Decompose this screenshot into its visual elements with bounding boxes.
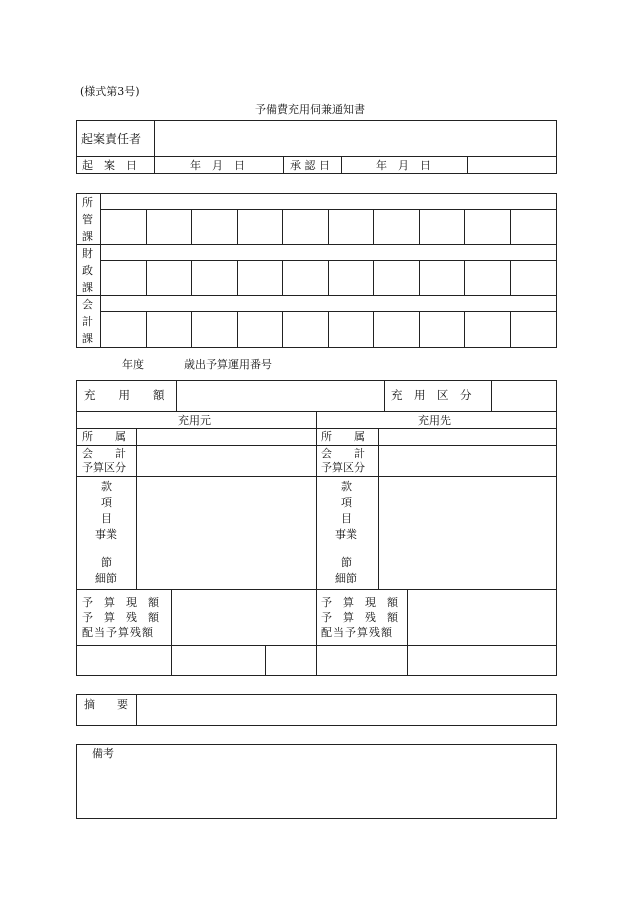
right-label-divider [378, 428, 379, 589]
stamp-col [146, 311, 147, 348]
center-divider [316, 411, 317, 676]
affiliation-row-bottom [76, 445, 557, 446]
stamp-col [510, 209, 511, 244]
approval-label-char: 政 [82, 264, 93, 277]
stamp-col [510, 311, 511, 348]
approval-group-line [76, 295, 557, 296]
stamp-col [237, 311, 238, 348]
approval-stamp-table [76, 193, 557, 348]
dest-moku-label: 目 [341, 512, 352, 525]
source-header: 充用元 [178, 414, 211, 427]
stamp-col [191, 260, 192, 295]
category-label: 充 用 区 分 [391, 388, 472, 402]
drafter-input[interactable] [155, 121, 556, 156]
source-allocated-remaining-label: 配当予算残額 [82, 626, 154, 639]
source-account-label: 会 計 [82, 447, 126, 460]
source-affiliation-label: 所 属 [82, 430, 126, 443]
account-row-bottom [76, 476, 557, 477]
approval-date-label: 承 認 日 [290, 159, 330, 172]
approval-group-line [76, 244, 557, 245]
dest-kou-label: 項 [341, 496, 352, 509]
source-jigyo-label: 事業 [95, 528, 117, 541]
date-divider-3 [341, 156, 342, 174]
approval-label-char: 課 [82, 281, 93, 294]
remarks-box[interactable] [76, 744, 557, 819]
operation-number-label: 歳出予算運用番号 [184, 358, 272, 371]
stamp-col [510, 260, 511, 295]
source-budget-category-label: 予算区分 [82, 461, 126, 474]
right-budget-divider [407, 589, 408, 676]
stamp-col [328, 311, 329, 348]
stamp-col [328, 260, 329, 295]
dest-allocated-remaining-label: 配当予算残額 [321, 626, 393, 639]
form-title: 予備費充用伺兼通知書 [255, 103, 365, 116]
drafter-divider [76, 156, 557, 157]
stamp-col [146, 260, 147, 295]
approval-date-fields[interactable]: 年 月 日 [376, 159, 431, 172]
stamp-col [191, 209, 192, 244]
stamp-col [282, 209, 283, 244]
stamp-col [464, 209, 465, 244]
budget-block-bottom [76, 645, 557, 646]
stamp-col [464, 260, 465, 295]
source-saisetsu-label: 細節 [95, 572, 117, 585]
stamp-col [282, 311, 283, 348]
approval-label-char: 管 [82, 213, 93, 226]
dest-budget-remaining-label: 予 算 残 額 [321, 611, 398, 624]
stamp-col [237, 260, 238, 295]
approval-label-char: 財 [82, 247, 93, 260]
source-setsu-label: 節 [101, 556, 112, 569]
approval-label-char: 課 [82, 332, 93, 345]
left-bottom-divider [265, 645, 266, 676]
source-kan-label: 款 [101, 480, 112, 493]
dest-budget-current-label: 予 算 現 額 [321, 596, 398, 609]
stamp-col [146, 209, 147, 244]
drafter-label: 起案責任者 [81, 132, 142, 146]
summary-input[interactable] [137, 695, 556, 725]
stamp-col [373, 260, 374, 295]
approval-label-char: 計 [82, 315, 93, 328]
dest-affiliation-label: 所 属 [321, 430, 365, 443]
stamp-col [282, 260, 283, 295]
applied-amount-label: 充 用 額 [84, 388, 165, 402]
destination-header: 充用先 [418, 414, 451, 427]
dest-jigyo-label: 事業 [335, 528, 357, 541]
stamp-col [419, 260, 420, 295]
amount-divider [384, 380, 385, 411]
dest-kan-label: 款 [341, 480, 352, 493]
draft-date-fields[interactable]: 年 月 日 [190, 159, 245, 172]
dest-account-label: 会 計 [321, 447, 365, 460]
stamp-col [419, 209, 420, 244]
form-number: (様式第3号) [80, 85, 140, 98]
stamp-col [419, 311, 420, 348]
left-label-divider [136, 428, 137, 589]
stamp-col [237, 209, 238, 244]
remarks-label: 備考 [92, 747, 114, 760]
date-divider-1 [154, 156, 155, 174]
approval-label-char: 課 [82, 230, 93, 243]
stamp-col [328, 209, 329, 244]
stamp-col [464, 311, 465, 348]
stamp-col [373, 209, 374, 244]
summary-label: 摘 要 [84, 698, 128, 711]
source-moku-label: 目 [101, 512, 112, 525]
source-kou-label: 項 [101, 496, 112, 509]
approval-label-char: 所 [82, 196, 93, 209]
dest-saisetsu-label: 細節 [335, 572, 357, 585]
approval-label-char: 会 [82, 298, 93, 311]
dest-setsu-label: 節 [341, 556, 352, 569]
from-to-header-bottom [76, 428, 557, 429]
stamp-col [373, 311, 374, 348]
approval-label-divider [100, 193, 101, 348]
date-divider-4 [467, 156, 468, 174]
fiscal-year-label: 年度 [122, 358, 144, 371]
stamp-col [191, 311, 192, 348]
dest-budget-category-label: 予算区分 [321, 461, 365, 474]
classification-bottom [76, 589, 557, 590]
draft-date-label: 起 案 日 [82, 159, 137, 172]
amount-divider [176, 380, 177, 411]
date-divider-2 [283, 156, 284, 174]
amount-divider [491, 380, 492, 411]
left-budget-divider [171, 589, 172, 676]
source-budget-current-label: 予 算 現 額 [82, 596, 159, 609]
source-budget-remaining-label: 予 算 残 額 [82, 611, 159, 624]
